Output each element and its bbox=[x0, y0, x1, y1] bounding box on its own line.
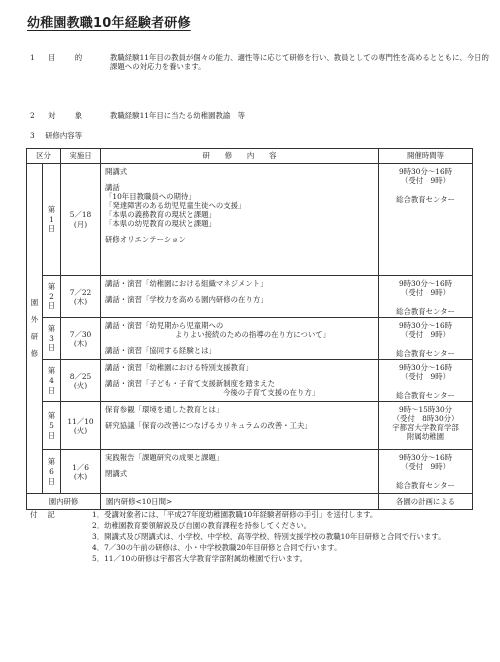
session-char: 6 bbox=[49, 466, 54, 476]
table-row bbox=[27, 360, 473, 402]
training-schedule-table bbox=[26, 148, 473, 510]
session-content bbox=[101, 450, 379, 494]
notes-list bbox=[92, 510, 472, 565]
text-line: 保育参観「環境を通した教育とは」 bbox=[105, 405, 224, 415]
text-line: 総合教育センター bbox=[396, 391, 455, 401]
session-time-venue bbox=[379, 360, 473, 402]
text-line: 「本県の幼児教育の現状と課題」 bbox=[105, 219, 216, 229]
session-time-venue bbox=[379, 402, 473, 450]
text-line: 総合教育センター bbox=[396, 195, 455, 205]
date-line: 7／30 bbox=[69, 329, 92, 339]
note-item: 5．11／10の研修は宇都宮大学教育学部附属幼稚園で行います。 bbox=[92, 554, 308, 564]
date-line: (月) bbox=[73, 219, 88, 229]
session-date bbox=[61, 450, 101, 494]
session-number bbox=[43, 450, 61, 494]
blank-line bbox=[105, 372, 374, 379]
session-char: 2 bbox=[49, 291, 54, 301]
blank-line bbox=[105, 414, 374, 421]
section-heading: 対 象 bbox=[48, 111, 89, 120]
text-line: 「発達障害のある幼児児童生徒への支援」 bbox=[105, 201, 246, 211]
date-line: 1／6 bbox=[72, 462, 89, 472]
session-char: 1 bbox=[49, 214, 54, 224]
text-line: 総合教育センター bbox=[396, 349, 455, 359]
blank-line bbox=[105, 228, 374, 235]
text-line: 9時30分～16時 bbox=[398, 279, 453, 288]
section-heading: 目 的 bbox=[48, 53, 89, 62]
text-line: 講話・演習「幼稚園における組織マネジメント」 bbox=[105, 279, 268, 288]
session-char: 日 bbox=[47, 301, 56, 311]
page-title: 幼稚園教職10年経験者研修 bbox=[27, 16, 191, 31]
text-line: （受付 9時） bbox=[400, 372, 451, 382]
text-line: 研究協議「保育の改善につなげるカリキュラムの改善・工夫」 bbox=[105, 421, 312, 431]
text-line: 「10年目教職員への期待」 bbox=[105, 192, 196, 202]
session-date bbox=[61, 402, 101, 450]
note-item: 3．開講式及び閉講式は、小学校、中学校、高等学校、特別支援学校の教職10年目研修と合同で行います。 bbox=[92, 532, 446, 542]
section-body: 教職経験11年目の教員が個々の能力、適性等に応じて研修を行い、教員としての専門性を高めるとともに、今日的課題への対応力を養います。 bbox=[110, 53, 489, 72]
session-number bbox=[43, 318, 61, 360]
session-content bbox=[101, 318, 379, 360]
text-line: 閉講式 bbox=[105, 469, 128, 479]
table-row bbox=[27, 450, 473, 494]
date-line: (木) bbox=[73, 338, 88, 348]
blank-line bbox=[105, 176, 374, 183]
session-time-venue bbox=[379, 450, 473, 494]
date-line: 11／10 bbox=[67, 416, 94, 426]
text-line: 総合教育センター bbox=[396, 481, 455, 491]
date-line: (火) bbox=[73, 425, 88, 435]
text-line: 総合教育センター bbox=[396, 307, 455, 317]
session-char: 日 bbox=[47, 224, 56, 234]
text-line: 9時30分～16時 bbox=[398, 167, 453, 176]
header-kubun: 区分 bbox=[27, 149, 61, 164]
blank-line bbox=[105, 288, 374, 295]
session-time-venue bbox=[379, 276, 473, 318]
session-char: 第 bbox=[47, 457, 56, 467]
session-date bbox=[61, 276, 101, 318]
label-char: 外 bbox=[30, 315, 39, 325]
blank-line bbox=[382, 381, 469, 391]
text-line: （受付 8時30分） bbox=[392, 414, 459, 424]
text-line: 附属幼稚園 bbox=[407, 432, 444, 442]
header-date: 実施日 bbox=[61, 149, 101, 164]
text-line: 9時30分～16時 bbox=[398, 363, 453, 373]
header-time: 開催時間等 bbox=[379, 149, 473, 164]
session-char: 第 bbox=[47, 282, 56, 292]
note-item: 2．幼稚園教育要領解説及び自園の教育課程を持参してください。 bbox=[92, 521, 312, 531]
text-line: 講話・演習「幼児期から児童期への bbox=[105, 321, 224, 331]
text-line: （受付 9時） bbox=[400, 176, 451, 186]
date-line: (木) bbox=[73, 471, 88, 481]
en-nai-content: 園内研修<10日間> bbox=[101, 494, 379, 510]
session-char: 第 bbox=[47, 324, 56, 334]
section-body: 教職経験11年目に当たる幼稚園教諭 等 bbox=[110, 111, 246, 120]
text-line: 9時30分～16時 bbox=[398, 321, 453, 331]
session-time-venue bbox=[379, 318, 473, 360]
session-char: 5 bbox=[49, 420, 54, 430]
text-line: 講話・演習「子ども・子育て支援新制度を踏まえた bbox=[105, 379, 276, 389]
session-date bbox=[61, 164, 101, 276]
session-char: 日 bbox=[47, 385, 56, 395]
session-date bbox=[61, 360, 101, 402]
session-char: 4 bbox=[49, 375, 54, 385]
en-nai-label: 園内研修 bbox=[27, 494, 101, 510]
label-char: 修 bbox=[30, 349, 39, 359]
session-content bbox=[101, 164, 379, 276]
table-header-row bbox=[27, 149, 473, 164]
text-line: （受付 9時） bbox=[400, 288, 451, 298]
session-char: 日 bbox=[47, 343, 56, 353]
section-number: 1 bbox=[30, 53, 35, 62]
session-number bbox=[43, 276, 61, 318]
date-line: 8／25 bbox=[69, 371, 92, 381]
session-char: 3 bbox=[49, 333, 54, 343]
text-line: 実践報告「課題研究の成果と課題」 bbox=[105, 453, 224, 463]
text-line: 講話・演習「協同する経験とは」 bbox=[105, 346, 216, 356]
session-number bbox=[43, 402, 61, 450]
session-char: 第 bbox=[47, 411, 56, 421]
text-line: 今後の子育て支援の在り方」 bbox=[223, 388, 320, 398]
text-line: 開講式 bbox=[105, 167, 128, 176]
table-row bbox=[27, 494, 473, 510]
blank-line bbox=[105, 339, 374, 346]
note-item: 1．受講対象者には、「平成27年度幼稚園教職10年経験者研修の手引」を送付します。 bbox=[92, 510, 378, 519]
text-line: 「本県の義務教育の現状と課題」 bbox=[105, 210, 216, 220]
text-line: 宇都宮大学教育学部 bbox=[392, 423, 459, 433]
text-line: 9時～15時30分 bbox=[398, 405, 453, 415]
blank-line bbox=[382, 297, 469, 307]
session-char: 日 bbox=[47, 430, 56, 440]
table-row bbox=[27, 164, 473, 276]
table-row bbox=[27, 318, 473, 360]
session-char: 日 bbox=[47, 476, 56, 486]
blank-line bbox=[30, 342, 39, 349]
date-line: 7／22 bbox=[69, 287, 92, 297]
date-line: (木) bbox=[73, 296, 88, 306]
text-line: （受付 9時） bbox=[400, 330, 451, 340]
blank-line bbox=[382, 471, 469, 481]
session-time-venue bbox=[379, 164, 473, 276]
section-content-heading bbox=[30, 131, 82, 140]
section-number: 2 bbox=[30, 111, 35, 120]
text-line: 講話・演習「幼稚園における特別支援教育」 bbox=[105, 363, 253, 373]
label-char: 研 bbox=[30, 332, 39, 342]
header-content: 研 修 内 容 bbox=[101, 149, 379, 164]
section-heading: 研修内容等 bbox=[45, 131, 83, 140]
session-content bbox=[101, 402, 379, 450]
table-row bbox=[27, 276, 473, 318]
notes-label: 付記 bbox=[30, 510, 65, 519]
blank-line bbox=[30, 325, 39, 332]
session-content bbox=[101, 276, 379, 318]
text-line: 9時30分～16時 bbox=[398, 453, 453, 463]
blank-line bbox=[382, 185, 469, 195]
text-line: （受付 9時） bbox=[400, 462, 451, 472]
note-item: 4．7／30の午前の研修は、小・中学校教職20年目研修と合同で行います。 bbox=[92, 543, 342, 553]
en-nai-time: 各園の計画による bbox=[379, 494, 473, 510]
date-line: 5／18 bbox=[69, 210, 92, 220]
text-line: よりよい接続のための指導の在り方について」 bbox=[175, 330, 331, 340]
en-gai-label bbox=[27, 164, 43, 494]
table-row bbox=[27, 402, 473, 450]
session-char: 第 bbox=[47, 366, 56, 376]
session-number bbox=[43, 360, 61, 402]
blank-line bbox=[382, 339, 469, 349]
session-char: 第 bbox=[47, 205, 56, 215]
text-line: 講話 bbox=[105, 183, 120, 193]
blank-line bbox=[105, 462, 374, 469]
label-char: 園 bbox=[30, 298, 39, 308]
text-line: 講話・演習「学校力を高める園内研修の在り方」 bbox=[105, 295, 268, 305]
section-number: 3 bbox=[30, 131, 35, 140]
blank-line bbox=[30, 308, 39, 315]
session-number bbox=[43, 164, 61, 276]
date-line: (火) bbox=[73, 380, 88, 390]
text-line: 研修オリエンテーション bbox=[105, 235, 186, 245]
session-content bbox=[101, 360, 379, 402]
session-date bbox=[61, 318, 101, 360]
